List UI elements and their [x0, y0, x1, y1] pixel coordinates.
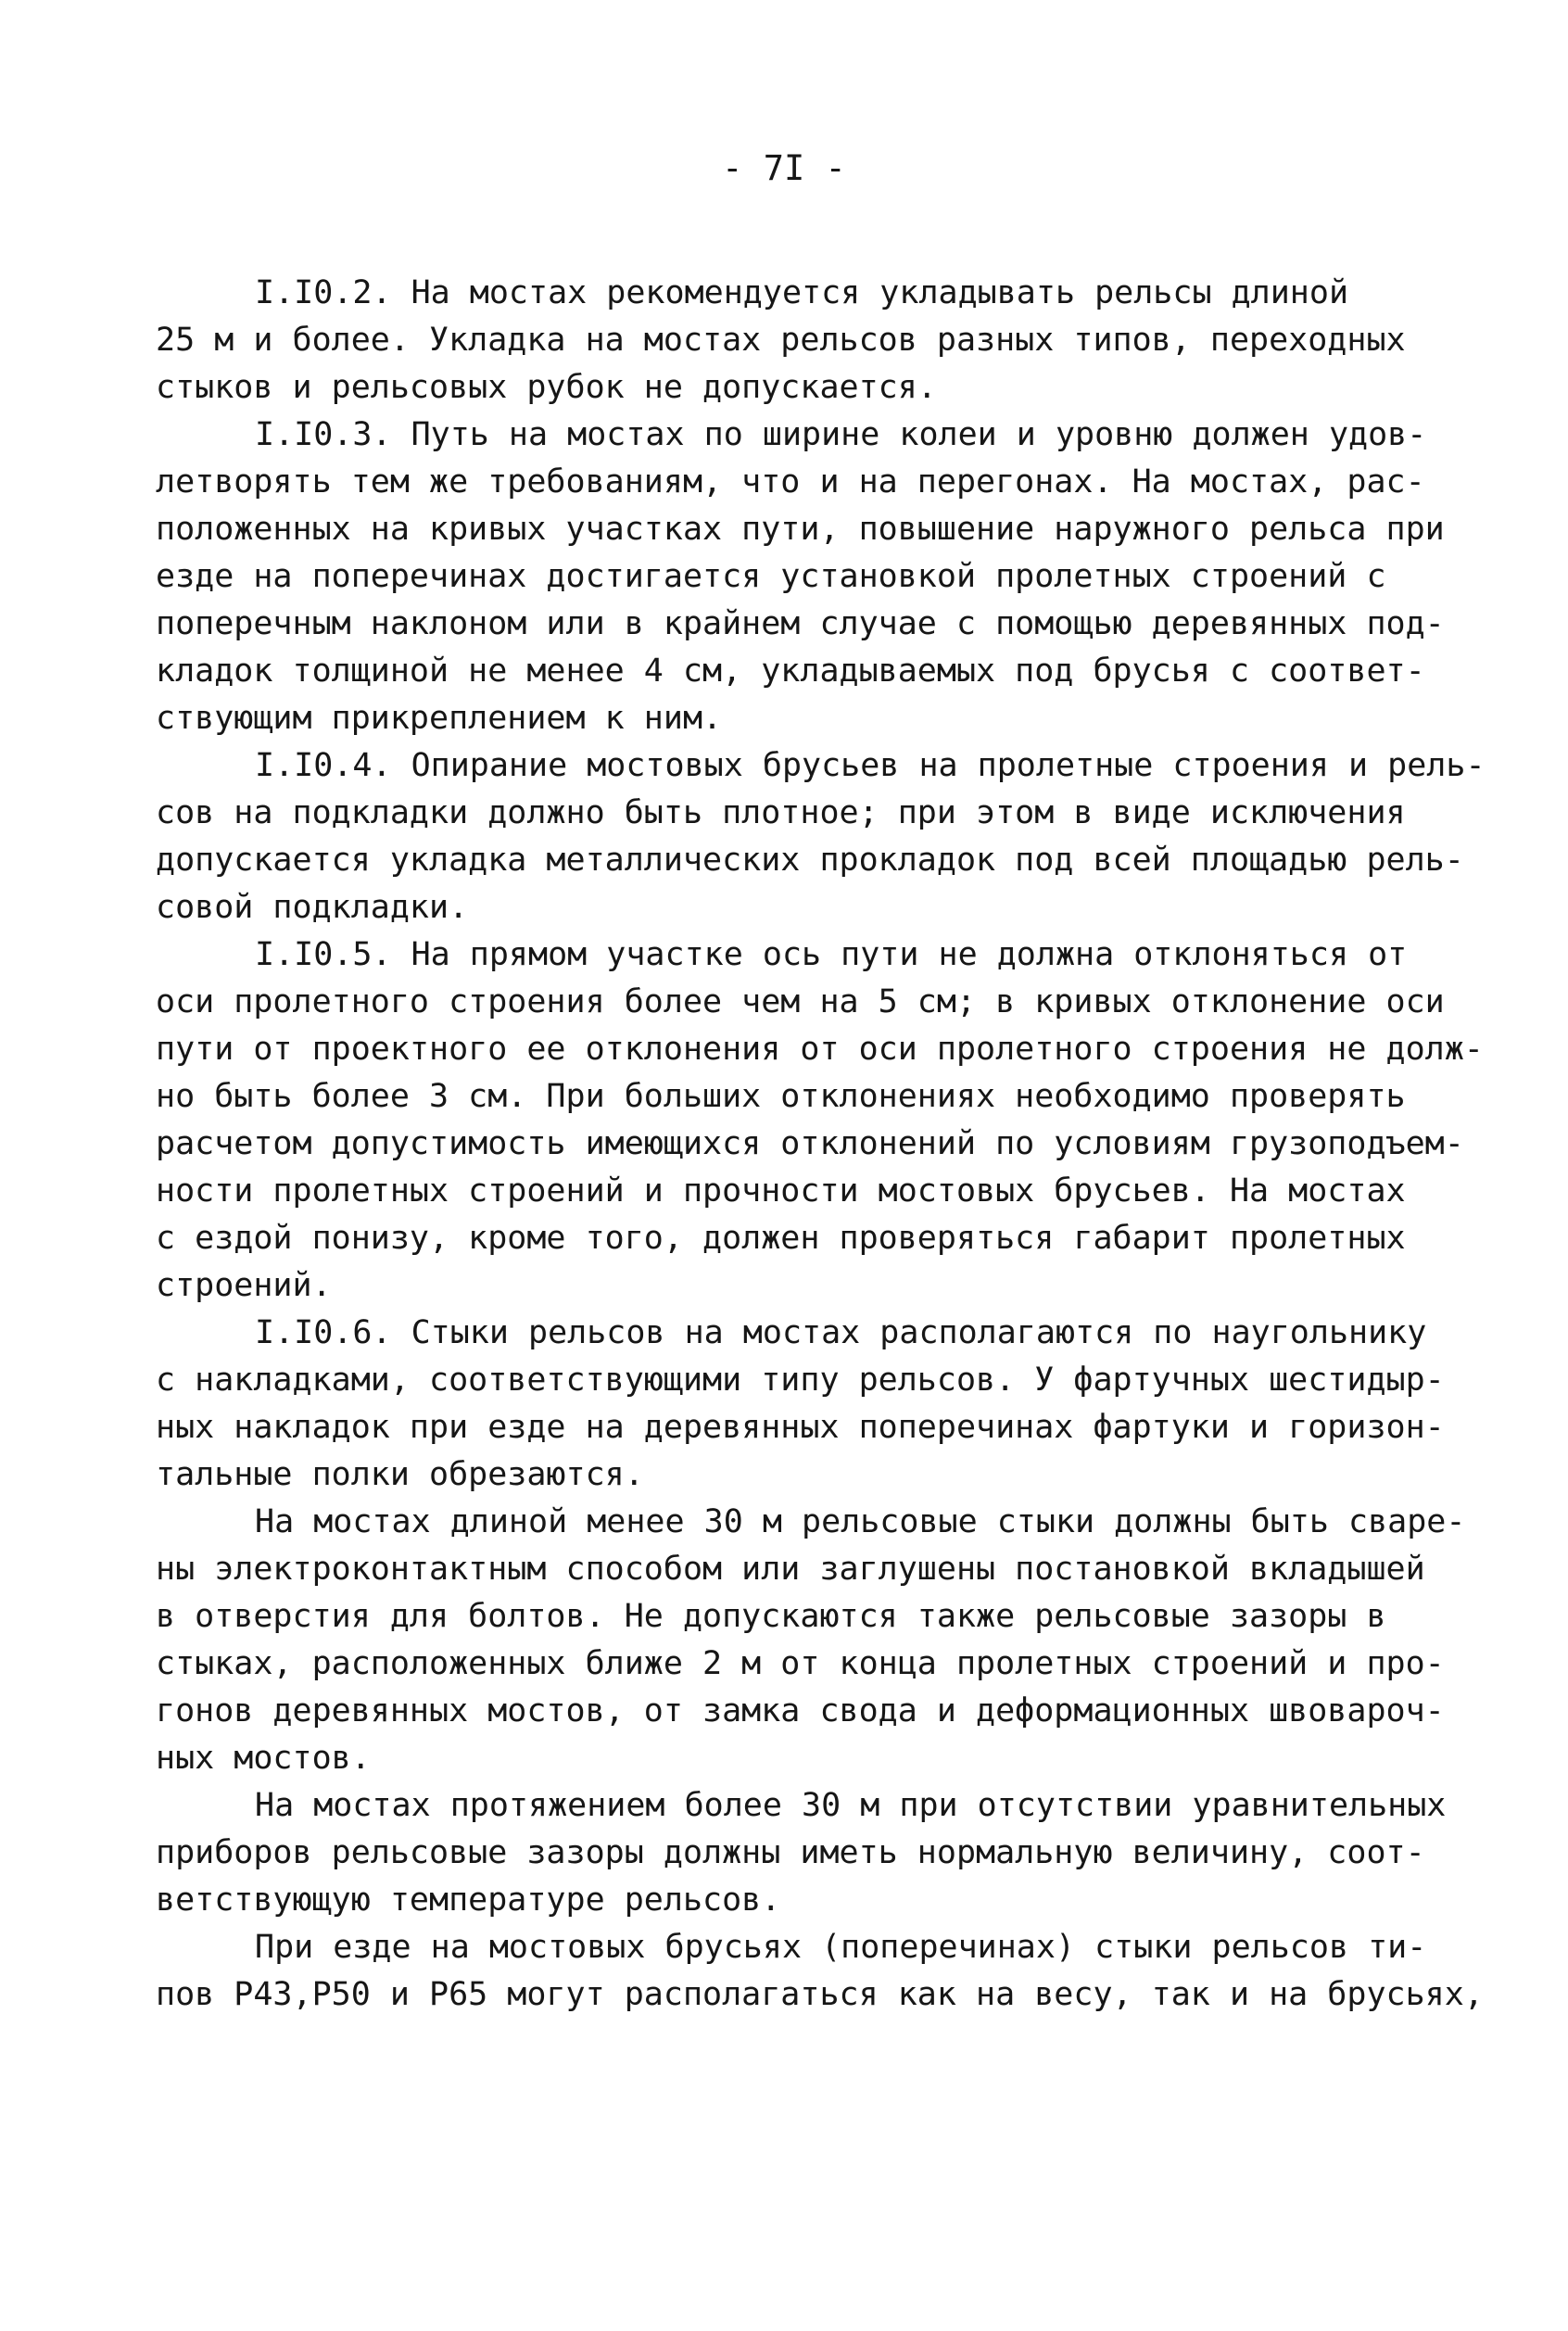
paragraph-line: летворять тем же требованиям, что и на перегонах. На мостах, рас-	[156, 463, 1425, 500]
paragraph-line: 25 м и более. Укладка на мостах рельсов разных типов, переходных	[156, 322, 1406, 359]
paragraph-line: расчетом допустимость имеющихся отклонений по условиям грузоподъем-	[156, 1125, 1464, 1162]
paragraph-line: На мостах протяжением более 30 м при отсутствии уравнительных	[255, 1787, 1447, 1824]
paragraph-line: стыков и рельсовых рубок не допускается.	[156, 369, 937, 406]
paragraph-line: ны электроконтактным способом или заглушены постановкой вкладышей	[156, 1551, 1425, 1588]
paragraph-line: в отверстия для болтов. Не допускаются также рельсовые зазоры в	[156, 1598, 1386, 1635]
paragraph-line: I.I0.4. Опирание мостовых брусьев на пролетные строения и рель-	[255, 747, 1486, 784]
paragraph-line: с ездой понизу, кроме того, должен проверяться габарит пролетных	[156, 1220, 1406, 1257]
paragraph-line: оси пролетного строения более чем на 5 см; в кривых отклонение оси	[156, 983, 1445, 1020]
paragraph-line: I.I0.5. На прямом участке ось пути не должна отклоняться от	[255, 936, 1408, 973]
paragraph-line: совой подкладки.	[156, 889, 469, 926]
paragraph-line: кладок толщиной не менее 4 см, укладываемых под брусья с соответ-	[156, 652, 1425, 690]
paragraph-line: приборов рельсовые зазоры должны иметь нормальную величину, соот-	[156, 1834, 1425, 1871]
paragraph-line: ных накладок при езде на деревянных поперечинах фартуки и горизон-	[156, 1409, 1445, 1446]
paragraph-line: I.I0.6. Стыки рельсов на мостах располагаются по наугольнику	[255, 1314, 1427, 1351]
paragraph-line: ных мостов.	[156, 1740, 371, 1777]
paragraph-line: При езде на мостовых брусьях (поперечинах) стыки рельсов ти-	[255, 1929, 1427, 1966]
paragraph-line: поперечным наклоном или в крайнем случае с помощью деревянных под-	[156, 605, 1445, 642]
paragraph-line: На мостах длиной менее 30 м рельсовые стыки должны быть сваре-	[255, 1503, 1466, 1540]
paragraph-line: гонов деревянных мостов, от замка свода и деформационных швовароч-	[156, 1692, 1445, 1729]
paragraph-line: I.I0.3. Путь на мостах по ширине колеи и уровню должен удов-	[255, 416, 1427, 453]
page-number: - 7I -	[722, 148, 846, 188]
paragraph-line: допускается укладка металлических прокладок под всей площадью рель-	[156, 842, 1464, 879]
paragraph-line: но быть более 3 см. При больших отклонениях необходимо проверять	[156, 1078, 1406, 1115]
paragraph-line: I.I0.2. На мостах рекомендуется укладывать рельсы длиной	[255, 274, 1349, 311]
paragraph-line: положенных на кривых участках пути, повышение наружного рельса при	[156, 511, 1445, 548]
paragraph-line: ветствующую температуре рельсов.	[156, 1881, 781, 1919]
paragraph-line: пути от проектного ее отклонения от оси пролетного строения не долж-	[156, 1031, 1484, 1068]
paragraph-line: езде на поперечинах достигается установкой пролетных строений с	[156, 558, 1386, 595]
paragraph-line: ствующим прикреплением к ним.	[156, 700, 723, 737]
paragraph-line: пов Р43,Р50 и Р65 могут располагаться как на весу, так и на брусьях,	[156, 1976, 1484, 2013]
paragraph-line: с накладками, соответствующими типу рельсов. У фартучных шестидыр-	[156, 1362, 1445, 1399]
paragraph-line: тальные полки обрезаются.	[156, 1456, 644, 1493]
paragraph-line: сов на подкладки должно быть плотное; при этом в виде исключения	[156, 794, 1406, 831]
paragraph-line: ности пролетных строений и прочности мостовых брусьев. На мостах	[156, 1172, 1406, 1210]
paragraph-line: стыках, расположенных ближе 2 м от конца пролетных строений и про-	[156, 1645, 1445, 1682]
paragraph-line: строений.	[156, 1267, 332, 1304]
